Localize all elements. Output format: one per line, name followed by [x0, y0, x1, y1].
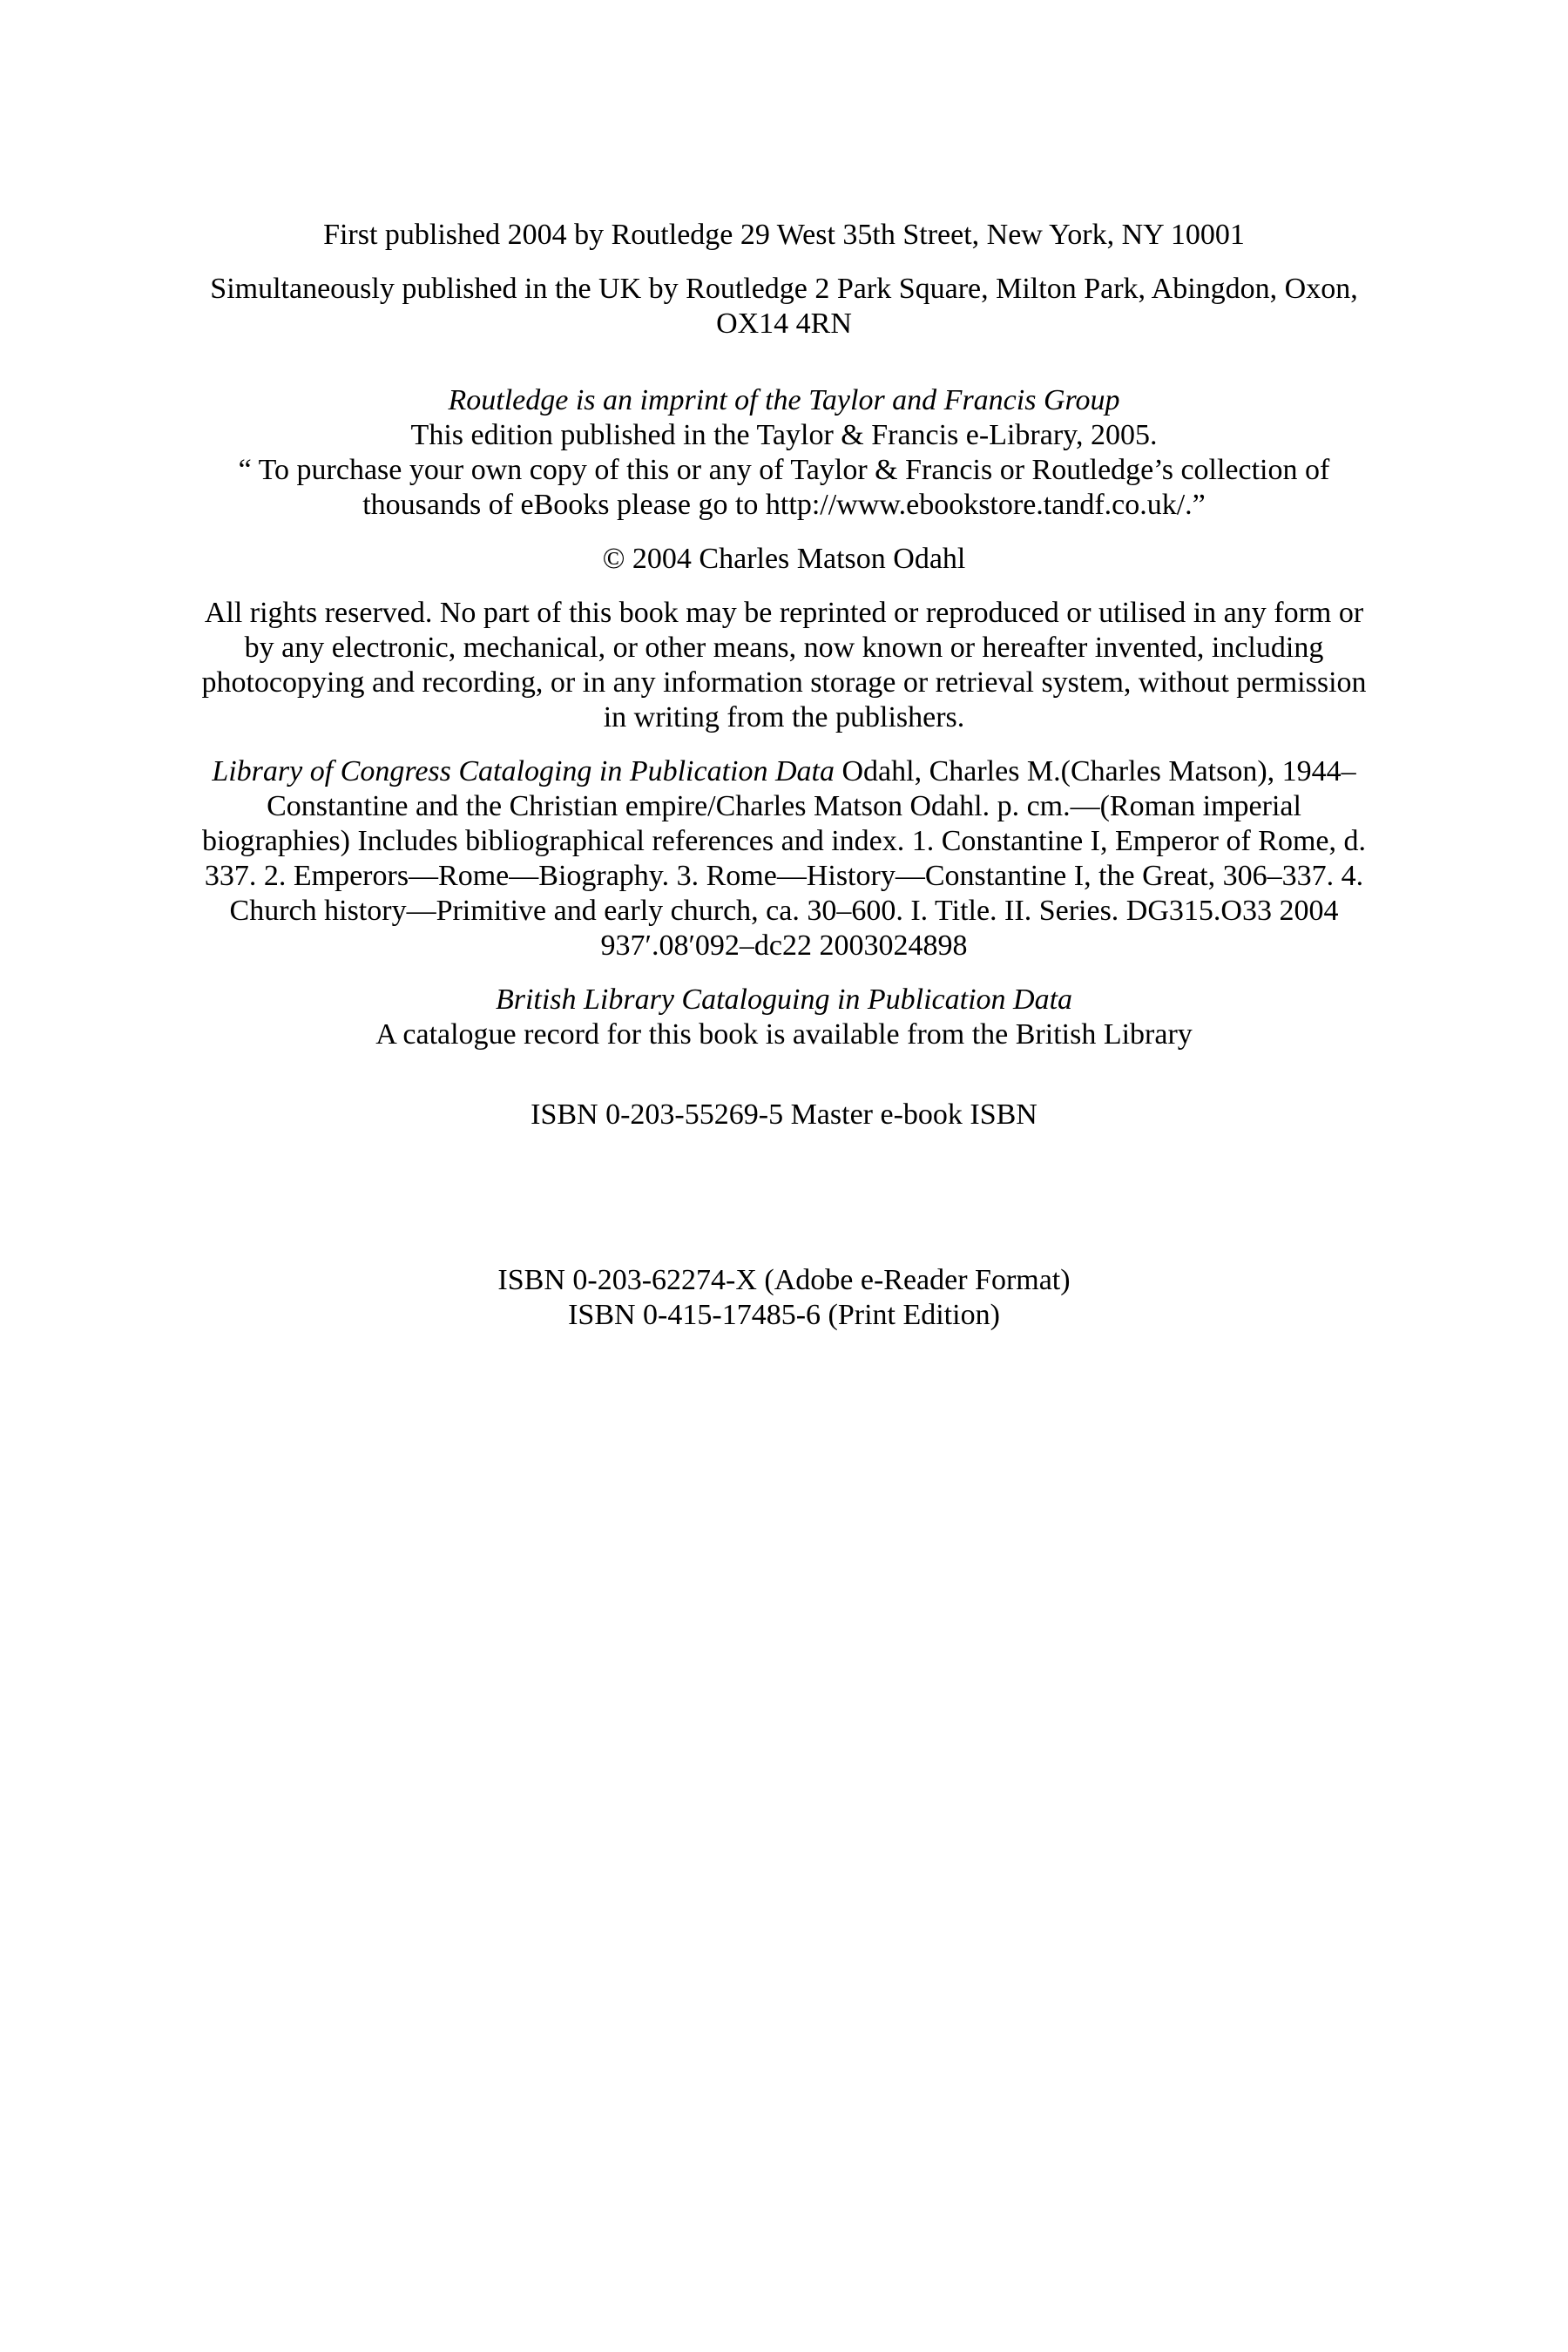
rights-line-4: in writing from the publishers. — [603, 701, 965, 733]
loc-author: Odahl, Charles M.(Charles Matson), 1944– — [834, 755, 1356, 787]
purchase-line-2: thousands of eBooks please go to http://www.ebookstore.tandf.co.uk/.” — [362, 489, 1206, 521]
loc-line-6: 937′.08′092–dc22 2003024898 — [600, 929, 968, 962]
purchase-line-1: “ To purchase your own copy of this or any of Taylor & Francis or Routledge’s collection of — [238, 454, 1330, 486]
loc-line-2: Constantine and the Christian empire/Charles Matson Odahl. p. cm.—(Roman imperial — [267, 790, 1301, 822]
isbn-formats-block — [131, 1263, 1437, 1333]
uk-publication-block — [131, 272, 1437, 341]
isbn-master: ISBN 0-203-55269-5 Master e-book ISBN — [531, 1098, 1037, 1131]
isbn-adobe: ISBN 0-203-62274-X (Adobe e-Reader Format) — [497, 1264, 1071, 1296]
loc-line-4: 337. 2. Emperors—Rome—Biography. 3. Rome—History—Constantine I, the Great, 306–337. 4. — [204, 860, 1364, 892]
copyright-notice: © 2004 Charles Matson Odahl — [602, 543, 966, 575]
bl-record-line: A catalogue record for this book is available from the British Library — [375, 1018, 1193, 1051]
uk-publication-line-1: Simultaneously published in the UK by Routledge 2 Park Square, Milton Park, Abingdon, Oxon, — [210, 273, 1358, 305]
imprint-block — [131, 383, 1437, 523]
rights-line-2: by any electronic, mechanical, or other means, now known or hereafter invented, including — [244, 632, 1324, 664]
copyright-page — [131, 218, 1437, 1333]
isbn-print: ISBN 0-415-17485-6 (Print Edition) — [568, 1299, 1000, 1331]
publication-block — [131, 218, 1437, 253]
uk-publication-line-2: OX14 4RN — [716, 308, 852, 340]
isbn-master-block — [131, 1098, 1437, 1132]
edition-line: This edition published in the Taylor & Francis e-Library, 2005. — [410, 419, 1158, 451]
rights-line-3: photocopying and recording, or in any information storage or retrieval system, without permission — [201, 666, 1367, 699]
copyright-block — [131, 542, 1437, 577]
bl-heading: British Library Cataloguing in Publication Data — [495, 983, 1073, 1016]
bl-cataloguing-block — [131, 983, 1437, 1052]
loc-heading: Library of Congress Cataloging in Publication Data — [212, 755, 835, 787]
loc-line-1 — [131, 754, 1437, 789]
loc-line-5: Church history—Primitive and early church, ca. 30–600. I. Title. II. Series. DG315.O33 2004 — [229, 895, 1339, 927]
imprint-line: Routledge is an imprint of the Taylor and Francis Group — [448, 384, 1120, 416]
loc-line-3: biographies) Includes bibliographical references and index. 1. Constantine I, Emperor of Rome, d. — [202, 825, 1366, 857]
first-published-line: First published 2004 by Routledge 29 West 35th Street, New York, NY 10001 — [323, 219, 1245, 251]
rights-line-1: All rights reserved. No part of this book may be reprinted or reproduced or utilised in any form or — [204, 597, 1364, 629]
loc-cataloging-block — [131, 754, 1437, 963]
rights-block — [131, 596, 1437, 735]
